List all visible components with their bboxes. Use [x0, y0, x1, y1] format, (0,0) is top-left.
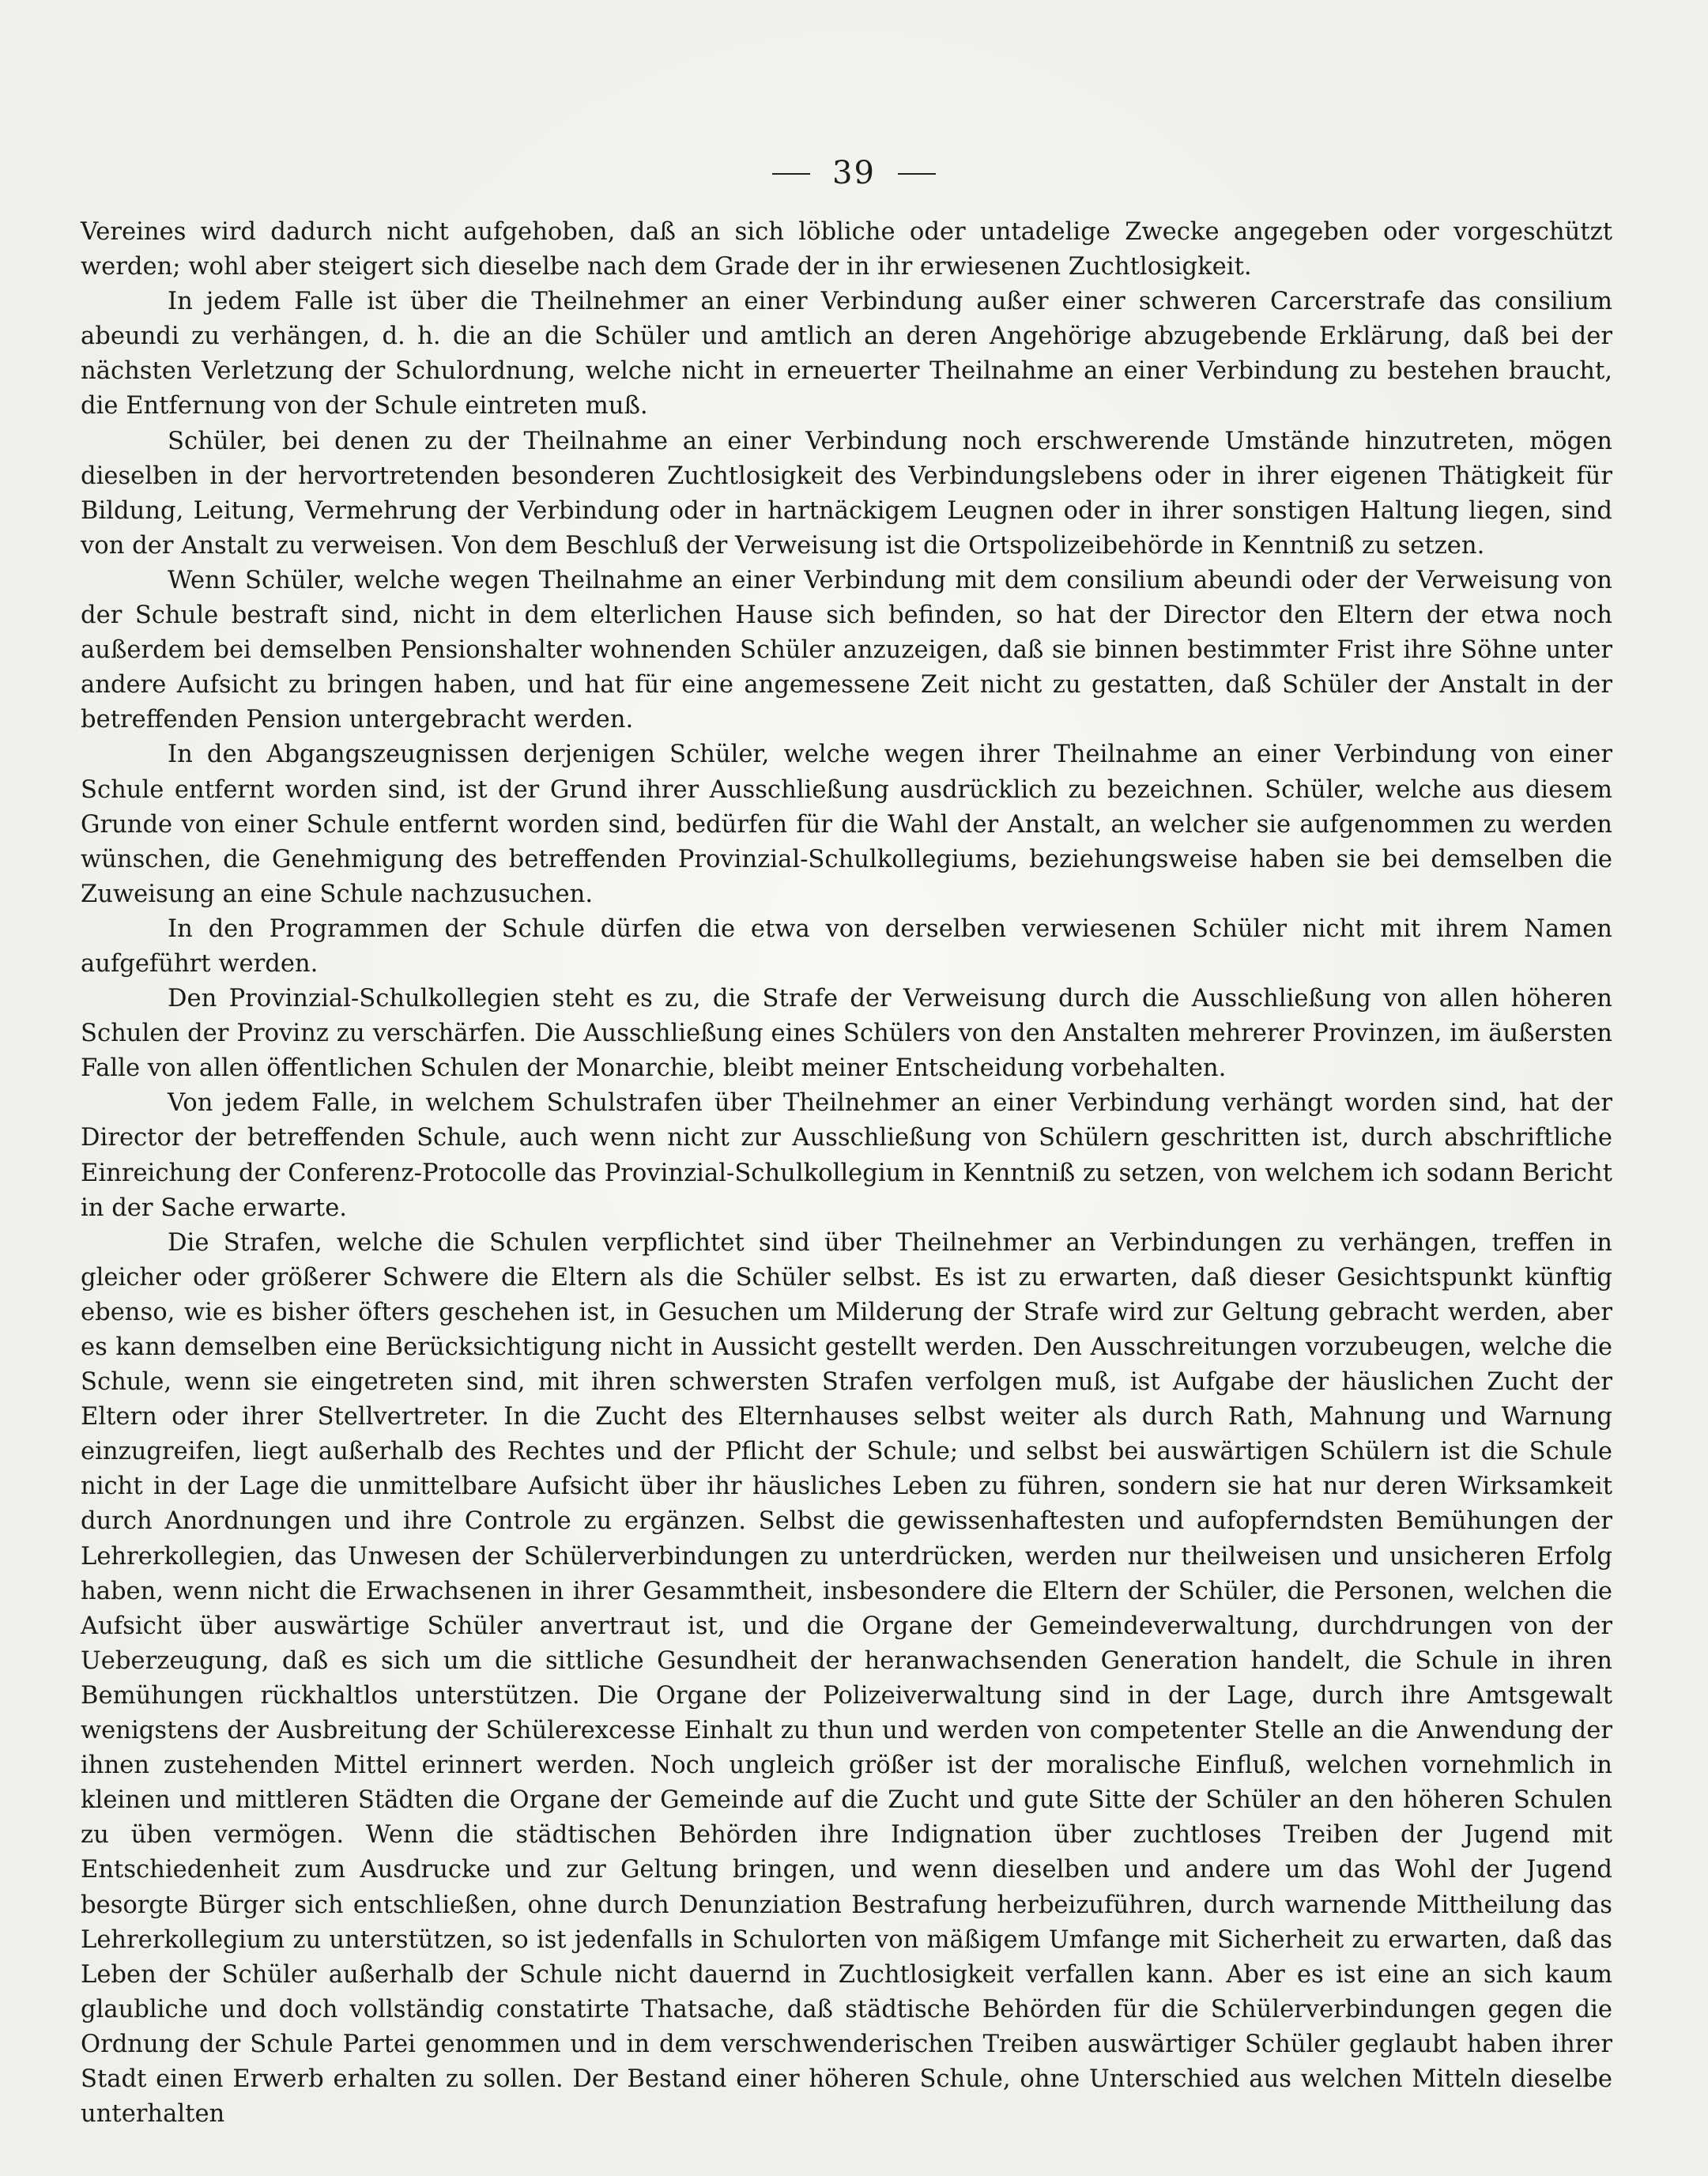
paragraph-3: Schüler, bei denen zu der Theilnahme an einer Verbindung noch erschwerende Umstände hinzutreten, mögen dieselben in der hervortretenden besonderen Zuchtlosigkeit des Verbindungslebens oder in ihrer eigenen Thätigkeit für Bildung, Leitung, Vermehrung der Verbindung oder in hartnäckigem Leugnen oder in ihrer sonstigen Haltung liegen, sind von der Anstalt zu verweisen. Von dem Beschluß der Verweisung ist die Ortspolizeibehörde in Kenntniß zu setzen. [81, 427, 1612, 560]
body-text [81, 215, 1612, 2132]
paragraph-4: Wenn Schüler, welche wegen Theilnahme an einer Verbindung mit dem consilium abeundi oder der Verweisung von der Schule bestraft sind, nicht in dem elterlichen Hause sich befinden, so hat der Director den Eltern der etwa noch außerdem bei demselben Pensionshalter wohnenden Schüler anzuzeigen, daß sie binnen bestimmter Frist ihre Söhne unter andere Aufsicht zu bringen haben, und hat für eine angemessene Zeit nicht zu gestatten, daß Schüler der Anstalt in der betreffenden Pension untergebracht werden. [81, 566, 1612, 734]
paragraph-6: In den Programmen der Schule dürfen die etwa von derselben verwiesenen Schüler nicht mit ihrem Namen aufgeführt werden. [81, 915, 1612, 978]
paragraph-1: Vereines wird dadurch nicht aufgehoben, daß an sich löbliche oder untadelige Zwecke angegeben oder vorgeschützt werden; wohl aber steigert sich dieselbe nach dem Grade der in ihr erwiesenen Zuchtlosigkeit. [81, 218, 1612, 281]
paragraph-8: Von jedem Falle, in welchem Schulstrafen über Theilnehmer an einer Verbindung verhängt worden sind, hat der Director der betreffenden Schule, auch wenn nicht zur Ausschließung von Schülern geschritten ist, durch abschriftliche Einreichung der Conferenz-Protocolle das Provinzial-Schulkollegium in Kenntniß zu setzen, von welchem ich sodann Bericht in der Sache erwarte. [81, 1089, 1612, 1222]
left-dash [772, 173, 810, 175]
paragraph-7: Den Provinzial-Schulkollegien steht es zu, die Strafe der Verweisung durch die Ausschließung von allen höheren Schulen der Provinz zu verschärfen. Die Ausschließung eines Schülers von den Anstalten mehrerer Provinzen, im äußersten Falle von allen öffentlichen Schulen der Monarchie, bleibt meiner Entscheidung vorbehalten. [81, 985, 1612, 1083]
page-number: 39 [832, 155, 876, 191]
paragraph-9: Die Strafen, welche die Schulen verpflichtet sind über Theilnehmer an Verbindungen zu verhängen, treffen in gleicher oder größerer Schwere die Eltern als die Schüler selbst. Es ist zu erwarten, daß dieser Gesichtspunkt künftig ebenso, wie es bisher öfters geschehen ist, in Gesuchen um Milderung der Strafe wird zur Geltung gebracht werden, aber es kann demselben eine Berücksichtigung nicht in Aussicht gestellt werden. Den Ausschreitungen vorzubeugen, welche die Schule, wenn sie eingetreten sind, mit ihren schwersten Strafen verfolgen muß, ist Aufgabe der häuslichen Zucht der Eltern oder ihrer Stellvertreter. In die Zucht des Elternhauses selbst weiter als durch Rath, Mahnung und Warnung einzugreifen, liegt außerhalb des Rechtes und der Pflicht der Schule; und selbst bei auswärtigen Schülern ist die Schule nicht in der Lage die unmittelbare Aufsicht über ihr häusliches Leben zu führen, sondern sie hat nur deren Wirksamkeit durch Anordnungen und ihre Controle zu ergänzen. Selbst die gewissenhaftesten und aufopferndsten Bemühungen der Lehrerkollegien, das Unwesen der Schülerverbindungen zu unterdrücken, werden nur theilweisen und unsicheren Erfolg haben, wenn nicht die Erwachsenen in ihrer Gesammtheit, insbesondere die Eltern der Schüler, die Personen, welchen die Aufsicht über auswärtige Schüler anvertraut ist, und die Organe der Gemeindeverwaltung, durchdrungen von der Ueberzeugung, daß es sich um die sittliche Gesundheit der heranwachsenden Generation handelt, die Schule in ihren Bemühungen rückhaltlos unterstützen. Die Organe der Polizeiverwaltung sind in der Lage, durch ihre Amtsgewalt wenigstens der Ausbreitung der Schülerexcesse Einhalt zu thun und werden von competenter Stelle an die Anwendung der ihnen zustehenden Mittel erinnert werden. Noch ungleich größer ist der moralische Einfluß, welchen vornehmlich in kleinen und mittleren Städten die Organe der Gemeinde auf die Zucht und gute Sitte der Schüler an den höheren Schulen zu üben vermögen. Wenn die städtischen Behörden ihre Indignation über zuchtloses Treiben der Jugend mit Entschiedenheit zum Ausdrucke und zur Geltung bringen, und wenn dieselben und andere um das Wohl der Jugend besorgte Bürger sich entschließen, ohne durch Denunziation Bestrafung herbeizuführen, durch warnende Mittheilung das Lehrerkollegium zu unterstützen, so ist jedenfalls in Schulorten von mäßigem Umfange mit Sicherheit zu erwarten, daß das Leben der Schüler außerhalb der Schule nicht dauernd in Zuchtlosigkeit verfallen kann. Aber es ist eine an sich kaum glaubliche und doch vollständig constatirte Thatsache, daß städtische Behörden für die Schülerverbindungen gegen die Ordnung der Schule Partei genommen und in dem verschwenderischen Treiben auswärtiger Schüler geglaubt haben ihrer Stadt einen Erwerb erhalten zu sollen. Der Bestand einer höheren Schule, ohne Unterschied aus welchen Mitteln dieselbe unterhalten [81, 1228, 1612, 2129]
paragraph-2: In jedem Falle ist über die Theilnehmer an einer Verbindung außer einer schweren Carcerstrafe das consilium abeundi zu verhängen, d. h. die an die Schüler und amtlich an deren Angehörige abzugebende Erklärung, daß bei der nächsten Verletzung der Schulordnung, welche nicht in erneuerter Theilnahme an einer Verbindung zu bestehen braucht, die Entfernung von der Schule eintreten muß. [81, 288, 1612, 420]
right-dash [898, 173, 936, 175]
page-number-line [0, 155, 1708, 191]
paragraph-5: In den Abgangszeugnissen derjenigen Schüler, welche wegen ihrer Theilnahme an einer Verbindung von einer Schule entfernt worden sind, ist der Grund ihrer Ausschließung ausdrücklich zu bezeichnen. Schüler, welche aus diesem Grunde von einer Schule entfernt worden sind, bedürfen für die Wahl der Anstalt, an welcher sie aufgenommen zu werden wünschen, die Genehmigung des betreffenden Provinzial-Schulkollegiums, beziehungsweise haben sie bei demselben die Zuweisung an eine Schule nachzusuchen. [81, 741, 1612, 908]
